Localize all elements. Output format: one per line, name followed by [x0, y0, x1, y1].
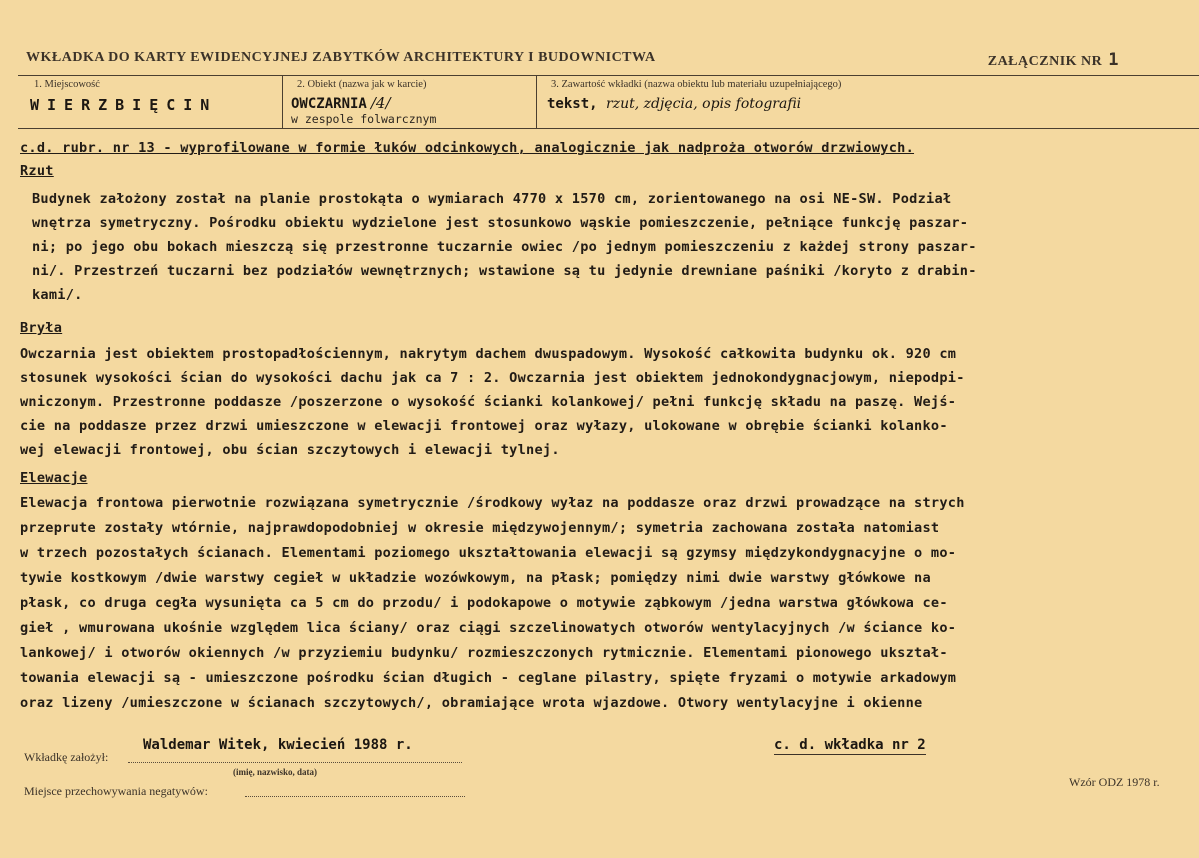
body-line: oraz lizeny /umieszczone w ścianach szczytowych/, obramiające wrota wjazdowe. Otwory wentylacyjne i okienne: [20, 695, 923, 711]
object-value-line: [291, 94, 391, 112]
section-heading-bryla: Bryła: [20, 320, 63, 336]
object-subtitle: w zespole folwarcznym: [291, 112, 437, 126]
body-line: Owczarnia jest obiektem prostopadłościennym, nakrytym dachem dwuspadowym. Wysokość całkowita budynku ok. 920 cm: [20, 346, 957, 362]
locality-value: WIERZBIĘCIN: [30, 96, 218, 114]
body-line: towania elewacji są - umieszczone pośrodku ścian długich - ceglane pilastry, spięte fryzami o motywie arkadowym: [20, 670, 957, 686]
author-value: Waldemar Witek, kwiecień 1988 r.: [143, 737, 413, 753]
locality-cell: [18, 76, 280, 128]
body-line: Elewacja frontowa pierwotnie rozwiązana symetrycznie /środkowy wyłaz na poddasze oraz drzwi prowadzące na strych: [20, 495, 965, 511]
author-dotted-line: [128, 762, 462, 763]
author-caption: (imię, nazwisko, data): [233, 767, 317, 777]
locality-label: 1. Miejscowość: [34, 79, 100, 90]
annex-label: ZAŁĄCZNIK NR: [987, 54, 1103, 69]
body-line: cie na poddasze przez drzwi umieszczone w elewacji frontowej oraz wyłazy, ulokowane w obrębie ścianki kolanko-: [20, 418, 948, 434]
contents-handwritten: rzut, zdjęcia, opis fotografii: [606, 96, 802, 112]
object-cell: [282, 76, 535, 128]
body-line: gieł , wmurowana ukośnie względem lica ściany/ oraz ciągi szczelinowatych otworów wentylacyjnych /w ściance ko-: [20, 620, 957, 636]
section-heading-elewacje: Elewacje: [20, 470, 88, 486]
section-heading-rzut: Rzut: [20, 163, 54, 179]
continuation-note: c. d. wkładka nr 2: [774, 737, 926, 753]
contents-label: 3. Zawartość wkładki (nazwa obiektu lub materiału uzupełniającego): [551, 79, 842, 90]
negatives-label: Miejsce przechowywania negatywów:: [24, 784, 208, 798]
annex-number: [988, 50, 1119, 70]
body-line: ni; po jego obu bokach mieszczą się przestronne tuczarnie owiec /po jednym pomieszczeniu z każdej strony paszar-: [32, 239, 977, 255]
body-line: ni/. Przestrzeń tuczarni bez podziałów wewnętrznych; wstawione są tu jedynie drewniane paśniki /koryto z drabin-: [32, 263, 977, 279]
body-line: stosunek wysokości ścian do wysokości dachu jak ca 7 : 2. Owczarnia jest obiektem jednokondygnacjowym, niepodpi-: [20, 370, 965, 386]
contents-value-line: [547, 96, 801, 112]
object-value: OWCZARNIA: [291, 96, 367, 112]
body-line: wnętrza symetryczny. Pośrodku obiektu wydzielone jest stosunkowo wąskie pomieszczenie, pełniące funkcję paszar-: [32, 215, 969, 231]
body-line: c.d. rubr. nr 13 - wyprofilowane w formie łuków odcinkowych, analogicznie jak nadproża otworów drzwiowych.: [20, 140, 915, 156]
body-line: kami/.: [32, 287, 83, 303]
body-line: wej elewacji frontowej, obu ścian szczytowych i elewacji tylnej.: [20, 442, 560, 458]
negatives-dotted-line: [245, 796, 465, 797]
body-line: lankowej/ i otworów okiennych /w przyziemiu budynku/ rozmieszczonych rytmicznie. Elementami pionowego ukształ-: [20, 645, 948, 661]
author-label: Wkładkę założył:: [24, 750, 109, 764]
body-line: płask, co druga cegła wysunięta ca 5 cm do przodu/ i podokapowe o motywie ząbkowym /jedna warstwa główkowa ce-: [20, 595, 948, 611]
contents-cell: [536, 76, 1199, 128]
body-line: Budynek założony został na planie prostokąta o wymiarach 4770 x 1570 cm, zorientowanego na osi NE-SW. Podział: [32, 191, 952, 207]
annex-value: 1: [1108, 50, 1119, 70]
object-label: 2. Obiekt (nazwa jak w karcie): [297, 79, 427, 90]
object-number-handwritten: /4/: [370, 94, 391, 112]
body-line: w trzech pozostałych ścianach. Elementami poziomego ukształtowania elewacji są gzymsy międzykondygnacyjne o mo-: [20, 545, 957, 561]
form-pattern: Wzór ODZ 1978 r.: [1069, 775, 1160, 789]
contents-value: tekst,: [547, 96, 598, 112]
body-line: przeprute zostały wtórnie, najprawdopodobniej w okresie międzywojennym/; symetria zachowana została natomiast: [20, 520, 940, 536]
form-title: WKŁADKA DO KARTY EWIDENCYJNEJ ZABYTKÓW ARCHITEKTURY I BUDOWNICTWA: [26, 50, 656, 65]
header-fields-row: [18, 75, 1199, 129]
body-line: wniczonym. Przestronne poddasze /poszerzone o wysokość ścianki kolankowej/ pełni funkcję składu na paszę. Wejś-: [20, 394, 957, 410]
body-line: tywie kostkowym /dwie warstwy cegieł w układzie wozówkowym, na płask; pomiędzy nimi dwie warstwy główkowe na: [20, 570, 931, 586]
